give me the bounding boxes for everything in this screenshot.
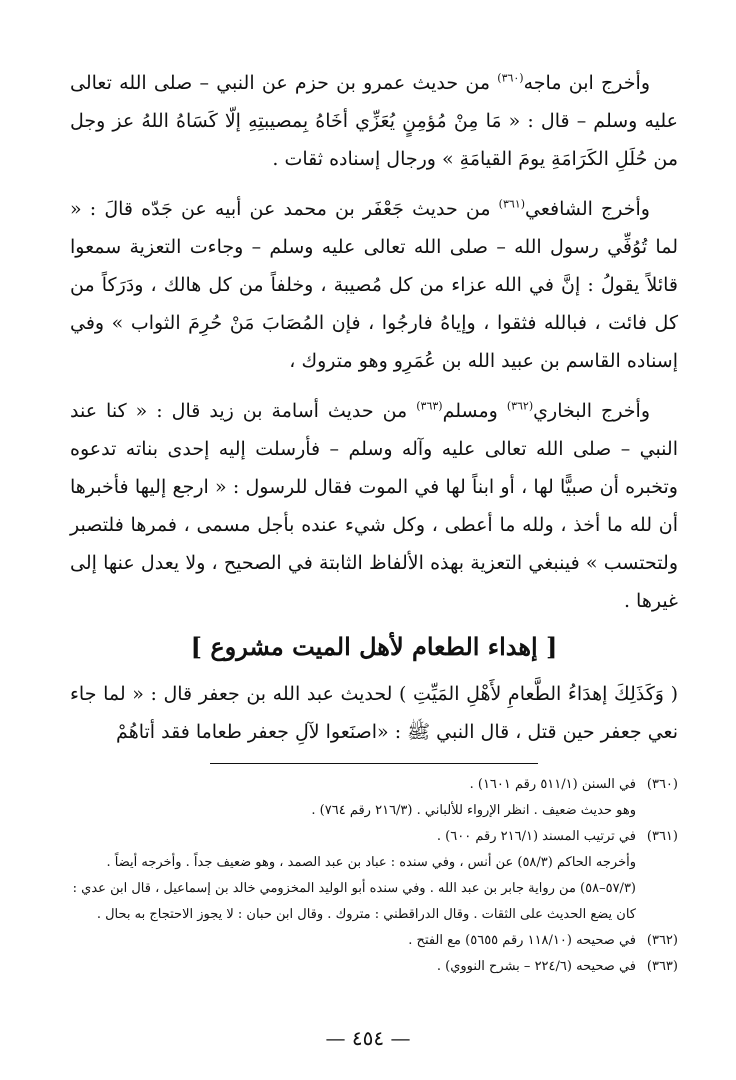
book-page [70, 64, 678, 980]
paragraph-shafii [70, 190, 678, 380]
footnote-number: (٣٦٣) [646, 959, 678, 974]
footnote-ref: (٣٦٣) [416, 399, 443, 413]
footnote-361-note [70, 850, 678, 928]
paragraph-text: ومسلم [442, 400, 507, 422]
paragraph-text: وأخرج البخاري [533, 400, 650, 422]
footnote-number: (٣٦١) [646, 829, 678, 844]
paragraph-text: من حديث جَعْفَر بن محمد عن أبيه عن جَدّه قالَ : « لما تُوُفِّي رسول الله – صلى الله تعالى عليه وسلم – وجاءت التعزية سمعوا قائلاً يقولُ : إنَّ في الله عزاء من كل مُصيبة ، وخلفاً من كل هالك ، ودَرَكاً من كل فائت ، فبالله فثقوا ، وإياهُ فارجُوا ، فإن المُصَابَ مَنْ حُرِمَ الثواب » وفي إسناده القاسم بن عبيد الله بن عُمَرِو وهو متروك ، [70, 198, 678, 372]
paragraph-text: وأخرج الشافعي [525, 198, 650, 220]
section-heading: [ إهداء الطعام لأهل الميت مشروع ] [190, 632, 558, 661]
footnote-text: في السنن (٥١١/١ رقم ١٦٠١) . [469, 777, 636, 792]
paragraph-text: وأخرج ابن ماجه [523, 72, 650, 94]
footnote-360 [70, 772, 678, 798]
footnote-text: في صحيحه (١١٨/١٠ رقم ٥٦٥٥) مع الفتح . [408, 933, 636, 948]
footnote-362 [70, 928, 678, 954]
paragraph-bukhari-muslim [70, 392, 678, 620]
footnote-ref: (٣٦٢) [506, 399, 534, 413]
footnote-ref: (٣٦١) [498, 197, 525, 211]
footnote-number: (٣٦٢) [646, 933, 678, 948]
footnote-360-note [70, 798, 678, 824]
page-number: — ٤٥٤ — [325, 1026, 411, 1050]
footnotes [70, 772, 678, 980]
paragraph-ibn-majah [70, 64, 678, 178]
footnote-number: (٣٦٠) [646, 777, 678, 792]
footnote-divider [210, 763, 538, 764]
footnote-text: وأخرجه الحاكم (٥٨/٣) عن أنس ، وفي سنده : عباد بن عبد الصمد ، وهو ضعيف جداً . وأخرجه أيضاً . (٥٧/٣–٥٨) من رواية جابر بن عبد الله . وفي سنده أبو الوليد المخزومي خالد بن إسماعيل ، قال ابن عدي : كان يضع الحديث على الثقات . وقال الدراقطني : متروك . وقال ابن حبان : لا يجوز الاحتجاج به بحال . [72, 855, 636, 922]
footnote-text: في صحيحه (٢٢٤/٦ – بشرح النووي) . [436, 959, 636, 974]
footnote-ref: (٣٦٠) [497, 71, 524, 85]
footnote-361 [70, 824, 678, 850]
footnote-text: في ترتيب المسند (٢١٦/١ رقم ٦٠٠) . [436, 829, 636, 844]
paragraph-food-gift: ( وَكَذَلِكَ إهدَاءُ الطَّعامِ لأَهْلِ المَيِّتِ ) لحديث عبد الله بن جعفر قال : « لما جاء نعي جعفر حين قتل ، قال النبي ﷺ : «اصنَعوا لآلِ جعفر طعاما فقد أتاهُمْ [70, 683, 678, 743]
footnote-363 [70, 954, 678, 980]
footnote-text: وهو حديث ضعيف . انظر الإرواء للألباني . (٢١٦/٣ رقم ٧٦٤) . [311, 803, 636, 818]
paragraph-text: من حديث أسامة بن زيد قال : « كنا عند النبي – صلى الله تعالى عليه وآله وسلم – فأرسلت إليه إحدى بناته تدعوه وتخبره أن صبيًّا لها ، أو ابناً لها في الموت فقال للرسول : « ارجع إليها فأخبرها أن لله ما أخذ ، ولله ما أعطى ، وكل شيء عنده بأجل مسمى ، فمرها فلتصبر ولتحتسب » فينبغي التعزية بهذه الألفاظ الثابتة في الصحيح ، ولا يعدل عنها إلى غيرها . [70, 400, 678, 612]
paragraph-text: من حديث عمرو بن حزم عن النبي – صلى الله تعالى عليه وسلم – قال : « مَا مِنْ مُؤمِنٍ يُعَزِّي أخَاهُ بِمصيبتِهِ إلّا كَسَاهُ اللهُ عز وجل من حُلَلِ الكَرَامَةِ يومَ القيامَةِ » ورجال إسناده ثقات . [70, 72, 678, 170]
